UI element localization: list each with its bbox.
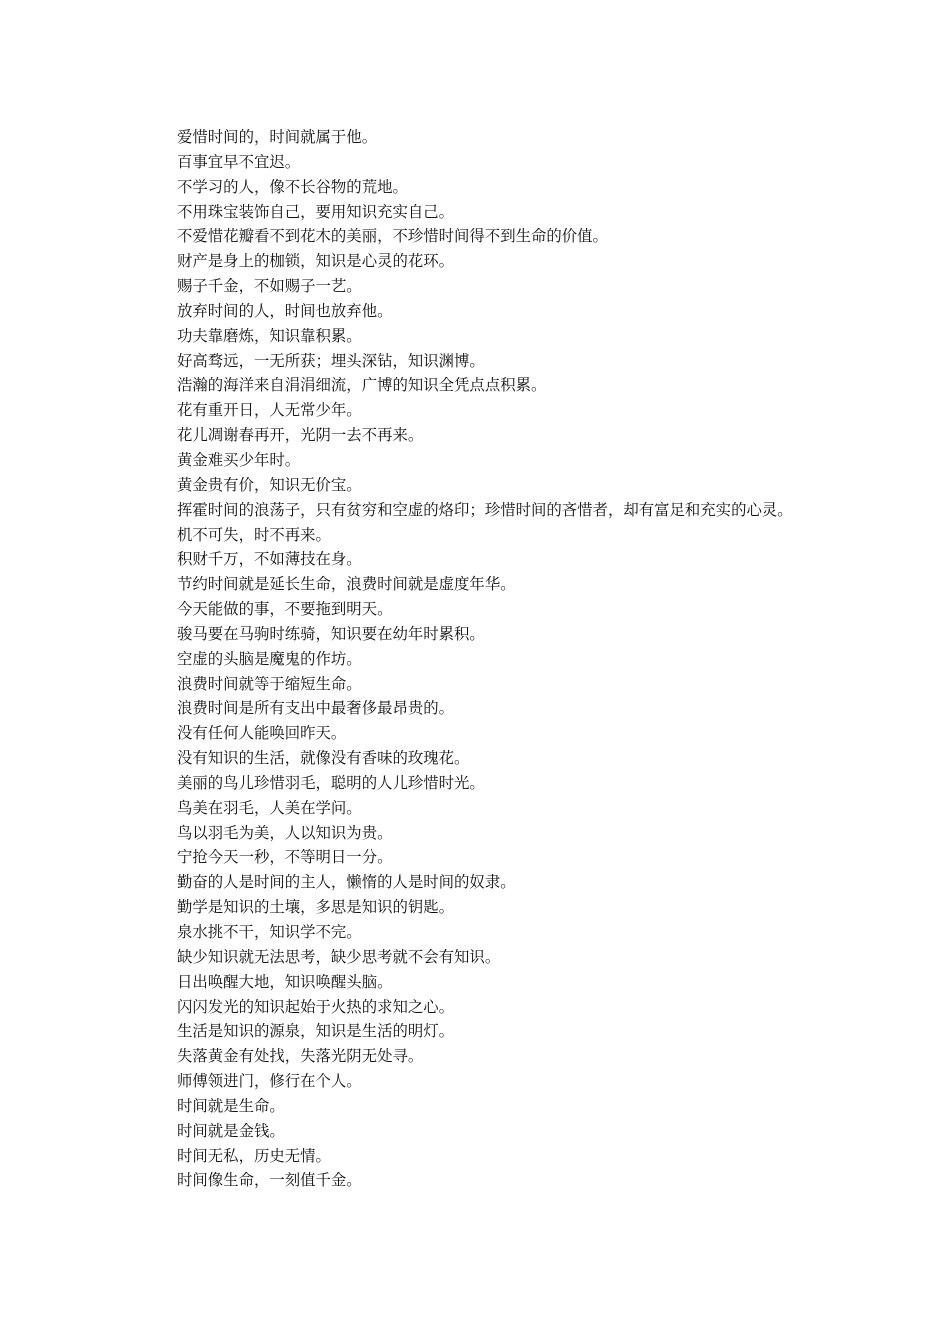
text-line: 宁抢今天一秒，不等明日一分。 — [177, 848, 393, 867]
text-line: 花有重开日，人无常少年。 — [177, 401, 362, 420]
text-line: 浪费时间是所有支出中最奢侈最昂贵的。 — [177, 699, 455, 718]
text-line: 鸟以羽毛为美，人以知识为贵。 — [177, 823, 393, 842]
text-line: 美丽的鸟儿珍惜羽毛，聪明的人儿珍惜时光。 — [177, 773, 485, 792]
text-line: 挥霍时间的浪荡子，只有贫穷和空虚的烙印；珍惜时间的吝惜者，却有富足和充实的心灵。 — [177, 500, 793, 519]
text-line: 机不可失，时不再来。 — [177, 525, 331, 544]
text-line: 日出唤醒大地，知识唤醒头脑。 — [177, 972, 393, 991]
text-line: 黄金贵有价，知识无价宝。 — [177, 475, 362, 494]
text-line: 时间无私，历史无情。 — [177, 1146, 331, 1165]
text-line: 空虚的头脑是魔鬼的作坊。 — [177, 649, 362, 668]
text-line: 赐子千金，不如赐子一艺。 — [177, 277, 362, 296]
text-line: 不用珠宝装饰自己，要用知识充实自己。 — [177, 202, 455, 221]
text-line: 财产是身上的枷锁，知识是心灵的花环。 — [177, 252, 455, 271]
text-line: 今天能做的事，不要拖到明天。 — [177, 600, 393, 619]
text-line: 闪闪发光的知识起始于火热的求知之心。 — [177, 997, 455, 1016]
text-line: 节约时间就是延长生命，浪费时间就是虚度年华。 — [177, 575, 516, 594]
text-line: 积财千万，不如薄技在身。 — [177, 550, 362, 569]
text-line: 失落黄金有处找，失落光阴无处寻。 — [177, 1047, 424, 1066]
text-line: 骏马要在马驹时练骑，知识要在幼年时累积。 — [177, 624, 485, 643]
text-line: 鸟美在羽毛，人美在学问。 — [177, 798, 362, 817]
text-line: 没有知识的生活，就像没有香味的玫瑰花。 — [177, 749, 470, 768]
text-line: 不学习的人，像不长谷物的荒地。 — [177, 177, 408, 196]
text-line: 不爱惜花瓣看不到花木的美丽，不珍惜时间得不到生命的价值。 — [177, 227, 608, 246]
text-line: 浪费时间就等于缩短生命。 — [177, 674, 362, 693]
text-line: 缺少知识就无法思考，缺少思考就不会有知识。 — [177, 947, 501, 966]
text-line: 百事宜早不宜迟。 — [177, 152, 301, 171]
text-line: 好高骛远，一无所获；埋头深钻，知识渊博。 — [177, 351, 485, 370]
text-line: 浩瀚的海洋来自涓涓细流，广博的知识全凭点点积累。 — [177, 376, 547, 395]
text-line: 师傅领进门，修行在个人。 — [177, 1072, 362, 1091]
text-line: 时间像生命，一刻值千金。 — [177, 1171, 362, 1190]
text-line: 放弃时间的人，时间也放弃他。 — [177, 301, 393, 320]
text-line: 时间就是金钱。 — [177, 1121, 285, 1140]
text-line: 泉水挑不干，知识学不完。 — [177, 923, 362, 941]
text-line: 黄金难买少年时。 — [177, 450, 301, 469]
text-line: 花儿凋谢春再开，光阴一去不再来。 — [177, 426, 424, 445]
document-body — [143, 125, 803, 1193]
text-line: 功夫靠磨炼，知识靠积累。 — [177, 326, 362, 345]
text-line: 勤奋的人是时间的主人，懒惰的人是时间的奴隶。 — [177, 873, 516, 892]
text-line: 勤学是知识的土壤，多思是知识的钥匙。 — [177, 898, 455, 917]
text-line: 生活是知识的源泉，知识是生活的明灯。 — [177, 1022, 455, 1041]
text-line: 时间就是生命。 — [177, 1096, 285, 1115]
text-line: 爱惜时间的，时间就属于他。 — [177, 128, 378, 146]
text-line: 没有任何人能唤回昨天。 — [177, 724, 347, 743]
